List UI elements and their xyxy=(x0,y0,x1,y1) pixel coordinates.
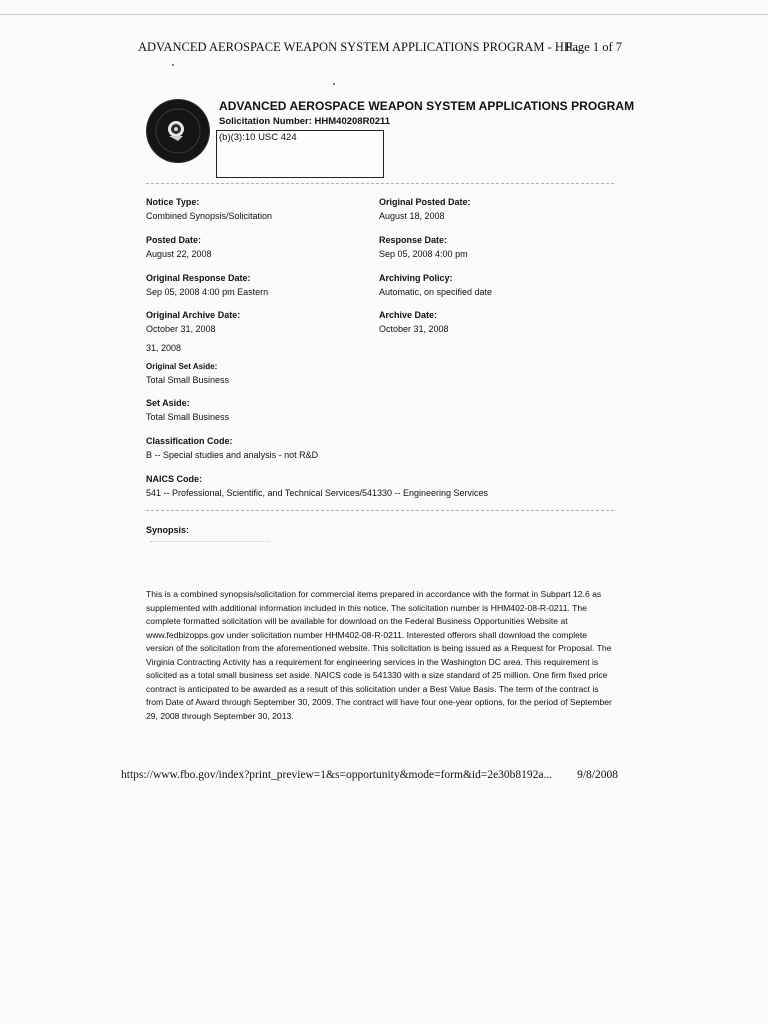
synopsis-body: This is a combined synopsis/solicitation for commercial items prepared in accordance with the format in Subpart 12.6 as supplemented with additional information included in this notice. The solicitation number is HHM402-08-R-0211. The complete formatted solicitation will be available for download on the Federal Business Opportunities Website at www.fedbizopps.gov under solicitation number HHM402-08-R-0211. Interested offerors shall download the complete version of the solicitation from the aforementioned website. This solicitation is being issued as a Request for Proposal. The Virginia Contracting Activity has a requirement for engineering services in the Washington DC area. This requirement is solicited as a total small business set aside. NAICS code is 541330 with a size standard of 25 million. One firm fixed price contract is anticipated to be awarded as a result of this solicitation under a Best Value Basis. The term of the contract is from Date of Award through September 30, 2009. The contract will have four one-year options, for the period of September 29, 2008 through September 30, 2013. xyxy=(146,589,612,721)
original-archive-date-field xyxy=(146,309,240,336)
section-divider xyxy=(146,510,614,511)
section-divider xyxy=(146,183,614,184)
classification-code-field xyxy=(146,435,318,462)
original-response-date-field xyxy=(146,272,268,299)
posted-date-label: Posted Date: xyxy=(146,235,202,245)
print-header-title: ADVANCED AEROSPACE WEAPON SYSTEM APPLICATIONS PROGRAM - HH... xyxy=(138,40,583,54)
original-archive-date-label: Original Archive Date: xyxy=(146,310,241,320)
notice-type-label: Notice Type: xyxy=(146,197,200,207)
notice-type-field xyxy=(146,196,272,223)
naics-code-value: 541 -- Professional, Scientific, and Technical Services/541330 -- Engineering Services xyxy=(146,487,489,498)
redaction-note: (b)(3):10 USC 424 xyxy=(219,132,297,143)
archiving-policy-field xyxy=(379,272,492,299)
solicitation-number: Solicitation Number: HHM40208R0211 xyxy=(219,116,391,127)
classification-code-value: B -- Special studies and analysis - not R&D xyxy=(146,449,319,460)
archive-date-field xyxy=(379,309,449,336)
synopsis-label: Synopsis: xyxy=(146,525,190,535)
notice-type-value: Combined Synopsis/Solicitation xyxy=(146,210,273,221)
original-set-aside-label: Original Set Aside: xyxy=(146,362,218,371)
posted-date-field xyxy=(146,234,212,261)
scan-speck xyxy=(333,83,335,85)
print-header-page-count: Page 1 of 7 xyxy=(565,40,622,54)
stray-date-fragment: 31, 2008 xyxy=(146,343,182,353)
original-response-date-value: Sep 05, 2008 4:00 pm Eastern xyxy=(146,286,269,297)
archiving-policy-value: Automatic, on specified date xyxy=(379,286,493,297)
original-posted-date-label: Original Posted Date: xyxy=(379,197,471,207)
posted-date-value: August 22, 2008 xyxy=(146,248,212,259)
archive-date-value: October 31, 2008 xyxy=(379,323,449,334)
archiving-policy-label: Archiving Policy: xyxy=(379,273,453,283)
print-footer-date: 9/8/2008 xyxy=(577,769,618,781)
original-posted-date-value: August 18, 2008 xyxy=(379,210,445,221)
original-response-date-label: Original Response Date: xyxy=(146,273,251,283)
response-date-value: Sep 05, 2008 4:00 pm xyxy=(379,248,468,259)
original-set-aside-field xyxy=(146,360,229,387)
notice-title: ADVANCED AEROSPACE WEAPON SYSTEM APPLICATIONS PROGRAM xyxy=(219,99,635,113)
set-aside-value: Total Small Business xyxy=(146,411,230,422)
redaction-box xyxy=(216,130,384,178)
original-archive-date-value: October 31, 2008 xyxy=(146,323,216,334)
scan-artifact xyxy=(150,541,270,548)
naics-code-label: NAICS Code: xyxy=(146,474,202,484)
original-posted-date-field xyxy=(379,196,471,223)
scan-speck xyxy=(172,64,174,66)
top-rule xyxy=(0,14,768,15)
response-date-field xyxy=(379,234,468,261)
set-aside-label: Set Aside: xyxy=(146,398,190,408)
archive-date-label: Archive Date: xyxy=(379,310,438,320)
original-set-aside-value: Total Small Business xyxy=(146,374,230,385)
agency-seal-icon xyxy=(147,100,209,162)
response-date-label: Response Date: xyxy=(379,235,448,245)
set-aside-field xyxy=(146,397,229,424)
classification-code-label: Classification Code: xyxy=(146,436,233,446)
naics-code-field xyxy=(146,473,488,500)
print-footer-url: https://www.fbo.gov/index?print_preview=1&s=opportunity&mode=form&id=2e30b8192a... xyxy=(121,769,553,781)
